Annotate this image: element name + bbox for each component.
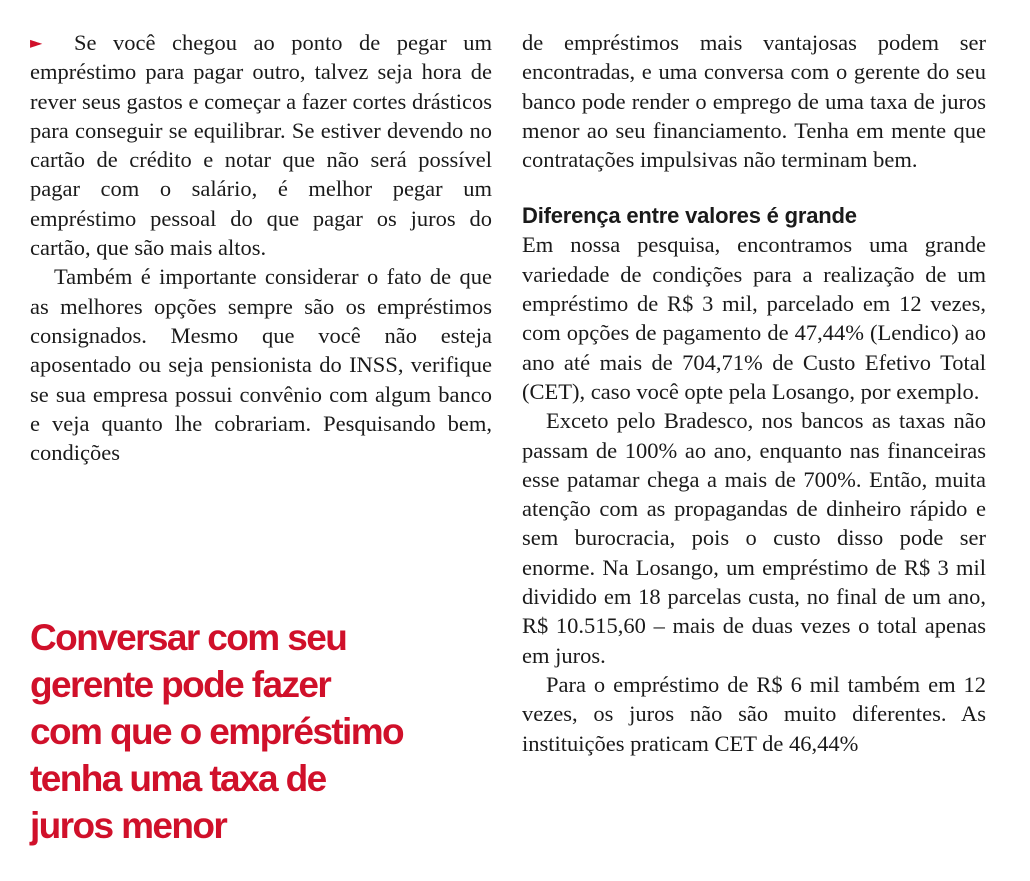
body-paragraph: Para o empréstimo de R$ 6 mil também em 12 vezes, os juros não são muito diferentes. As instituições praticam CET de 46,44% bbox=[522, 671, 986, 756]
body-paragraph bbox=[30, 28, 492, 262]
left-column bbox=[30, 28, 492, 467]
pull-quote-line: juros menor bbox=[30, 805, 227, 846]
pull-quote-line: Conversar com seu bbox=[30, 617, 347, 658]
pull-quote-line: tenha uma taxa de bbox=[30, 758, 326, 799]
body-paragraph: Também é importante considerar o fato de que as melhores opções sempre são os empréstimos consignados. Mesmo que você não esteja aposentado ou seja pensionista do INSS, verifique se sua empresa possui convênio com algum banco e veja quanto lhe cobrariam. Pesquisando bem, condições bbox=[30, 264, 492, 466]
paragraph-text: Se você chegou ao ponto de pegar um empréstimo para pagar outro, talvez seja hora de rever seus gastos e começar a fazer cortes drásticos para conseguir se equilibrar. Se estiver devendo no cartão de crédito e notar que não será possível pagar com o salário, é melhor pegar um empréstimo pessoal do que pagar os juros do cartão, que são mais altos. bbox=[30, 30, 492, 261]
pull-quote-line: com que o empréstimo bbox=[30, 711, 404, 752]
pull-quote-line: gerente pode fazer bbox=[30, 664, 331, 705]
body-paragraph: de empréstimos mais vantajosas podem ser encontradas, e uma conversa com o gerente do seu banco pode render o emprego de uma taxa de juros menor ao seu financiamento. Tenha em mente que contratações impulsivas não terminam bem. bbox=[522, 30, 986, 173]
body-paragraph: Em nossa pesquisa, encontramos uma grande variedade de condições para a realização de um empréstimo de R$ 3 mil, parcelado em 12 vezes, com opções de pagamento de 47,44% (Lendico) ao ano até mais de 704,71% de Custo Efetivo Total (CET), caso você opte pela Losango, por exemplo. bbox=[522, 232, 986, 404]
section-subheading: Diferença entre valores é grande bbox=[522, 203, 857, 229]
right-column bbox=[522, 28, 986, 758]
bullet-arrow-icon: ► bbox=[30, 33, 43, 52]
pull-quote bbox=[30, 614, 500, 849]
body-paragraph: Exceto pelo Bradesco, nos bancos as taxas não passam de 100% ao ano, enquanto nas financeiras esse patamar chega a mais de 700%. Então, muita atenção com as propagandas de dinheiro rápido e sem burocracia, pois o custo disso pode ser enorme. Na Losango, um empréstimo de R$ 3 mil dividido em 18 parcelas custa, no final de um ano, R$ 10.515,60 – mais de duas vezes o total apenas em juros. bbox=[522, 408, 986, 668]
